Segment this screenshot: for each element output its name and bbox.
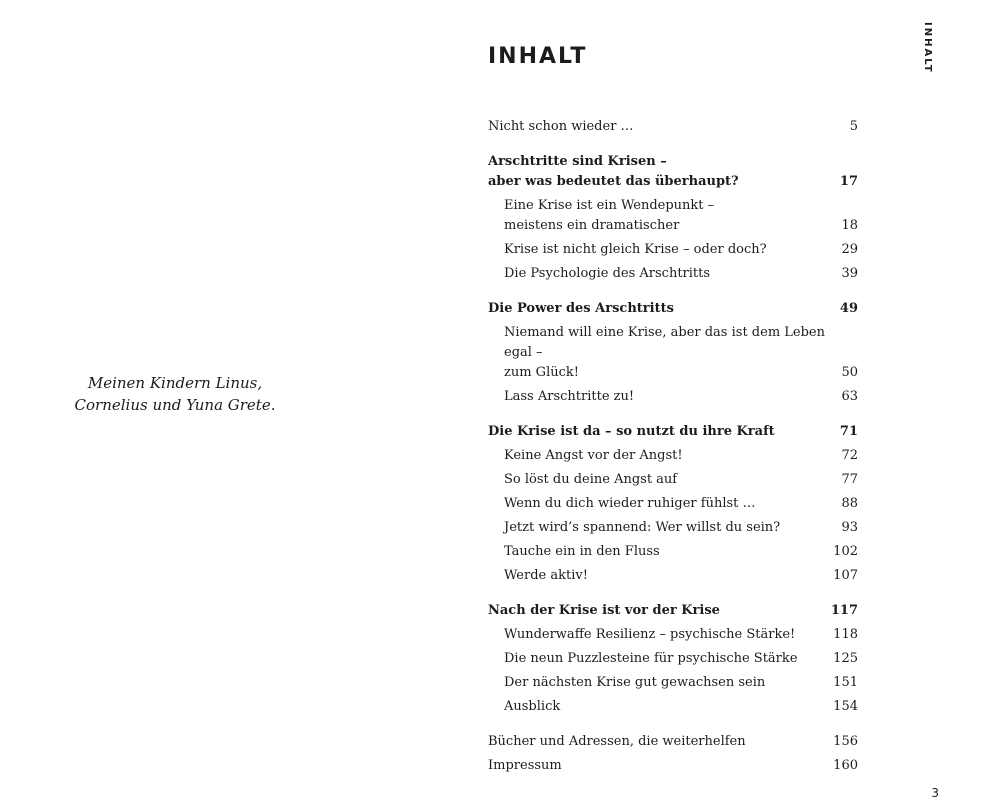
toc-entry-title <box>488 756 833 776</box>
toc-entry-page: 18 <box>841 218 858 233</box>
toc-entry-sub[interactable] <box>488 470 858 490</box>
toc-entry-sub[interactable] <box>488 518 858 538</box>
toc-entry-page: 49 <box>839 301 858 316</box>
toc-entry-page: 93 <box>841 520 858 535</box>
toc-entry-page: 29 <box>841 242 858 257</box>
toc-entry-sub[interactable] <box>488 264 858 284</box>
toc-entry-title <box>488 422 840 442</box>
dedication <box>40 372 310 416</box>
section-gap <box>488 590 858 601</box>
toc-entry-title-line: Werde aktiv! <box>504 568 588 583</box>
toc-entry-title <box>488 601 831 621</box>
toc-entry-title <box>504 518 841 538</box>
toc-entry-title-line: zum Glück! <box>504 365 579 380</box>
toc-entry-title <box>504 566 833 586</box>
toc-entry-title-line: Nicht schon wieder … <box>488 119 634 134</box>
toc-entry-page: 151 <box>833 675 858 690</box>
toc-entry-title-line: Nach der Krise ist vor der Krise <box>488 603 720 618</box>
toc-entry-title-line: Krise ist nicht gleich Krise – oder doch? <box>504 242 767 257</box>
toc-entry-title-line: Die neun Puzzlesteine für psychische Stärke <box>504 651 798 666</box>
toc-entry-title-line: Die Power des Arschtritts <box>488 301 674 316</box>
toc-entry-title-line: Wenn du dich wieder ruhiger fühlst … <box>504 496 756 511</box>
toc-entry-sub[interactable] <box>488 323 858 383</box>
toc-entry-title-line: Impressum <box>488 758 562 773</box>
toc-entry-title <box>504 387 841 407</box>
section-gap <box>488 141 858 152</box>
toc-entry-sub[interactable] <box>488 625 858 645</box>
toc-entry-title <box>504 494 841 514</box>
toc-entry-title <box>488 152 840 192</box>
toc-entry-title <box>504 323 841 383</box>
page-number: 3 <box>931 786 939 800</box>
toc-entry-title-line: Tauche ein in den Fluss <box>504 544 660 559</box>
toc-entry-title-line: Die Krise ist da – so nutzt du ihre Kraft <box>488 424 775 439</box>
toc-entry-page: 102 <box>833 544 858 559</box>
toc-entry-page: 118 <box>833 627 858 642</box>
toc-entry-title-line: Die Psychologie des Arschtritts <box>504 266 711 281</box>
toc-entry-sub[interactable] <box>488 446 858 466</box>
toc-entry-title <box>504 542 833 562</box>
toc-entry-page: 39 <box>841 266 858 281</box>
toc-entry-page: 117 <box>830 603 858 618</box>
dedication-line: Meinen Kindern Linus, <box>87 374 263 392</box>
toc-entry-page: 125 <box>833 651 858 666</box>
toc-entry-page: 71 <box>839 424 858 439</box>
table-of-contents <box>488 117 858 780</box>
toc-entry-back[interactable] <box>488 756 858 776</box>
toc-entry-chapter[interactable] <box>488 422 858 442</box>
dedication-line: Cornelius und Yuna Grete. <box>74 396 276 414</box>
toc-entry-sub[interactable] <box>488 240 858 260</box>
toc-entry-title-line: Niemand will eine Krise, aber das ist dem Leben egal – <box>504 325 825 360</box>
section-gap <box>488 288 858 299</box>
toc-entry-title-line: aber was bedeutet das überhaupt? <box>488 174 739 189</box>
toc-entry-page: 77 <box>841 472 858 487</box>
toc-entry-title <box>488 299 840 319</box>
toc-entry-back[interactable] <box>488 732 858 752</box>
toc-entry-title-line: Der nächsten Krise gut gewachsen sein <box>504 675 766 690</box>
toc-entry-title-line: meistens ein dramatischer <box>504 218 680 233</box>
toc-entry-page: 107 <box>833 568 858 583</box>
toc-entry-title <box>504 264 841 284</box>
toc-entry-title-line: Lass Arschtritte zu! <box>504 389 635 404</box>
toc-entry-sub[interactable] <box>488 542 858 562</box>
toc-entry-sub[interactable] <box>488 566 858 586</box>
toc-entry-front[interactable] <box>488 117 858 137</box>
toc-entry-title-line: Keine Angst vor der Angst! <box>504 448 683 463</box>
toc-entry-sub[interactable] <box>488 494 858 514</box>
toc-entry-page: 17 <box>839 174 858 189</box>
section-gap <box>488 721 858 732</box>
toc-entry-title <box>504 196 841 236</box>
toc-entry-chapter[interactable] <box>488 152 858 192</box>
toc-entry-title <box>504 470 841 490</box>
toc-entry-title-line: Bücher und Adressen, die weiterhelfen <box>488 734 746 749</box>
toc-entry-page: 160 <box>833 758 858 773</box>
toc-entry-title-line: So löst du deine Angst auf <box>504 472 678 487</box>
section-gap <box>488 411 858 422</box>
running-head: INHALT <box>922 22 933 74</box>
toc-entry-sub[interactable] <box>488 387 858 407</box>
toc-entry-title-line: Eine Krise ist ein Wendepunkt – <box>504 198 715 213</box>
toc-entry-page: 72 <box>841 448 858 463</box>
toc-entry-page: 156 <box>833 734 858 749</box>
toc-entry-chapter[interactable] <box>488 299 858 319</box>
toc-entry-title <box>488 117 850 137</box>
toc-entry-sub[interactable] <box>488 649 858 669</box>
toc-entry-title-line: Jetzt wird’s spannend: Wer willst du sein? <box>504 520 781 535</box>
toc-entry-title <box>504 673 833 693</box>
toc-entry-page: 50 <box>841 365 858 380</box>
toc-entry-title-line: Arschtritte sind Krisen – <box>488 154 667 169</box>
toc-entry-page: 5 <box>849 119 858 134</box>
toc-entry-title <box>504 446 841 466</box>
toc-entry-page: 63 <box>841 389 858 404</box>
toc-entry-page: 154 <box>833 699 858 714</box>
toc-entry-title <box>504 240 841 260</box>
toc-entry-title <box>504 625 833 645</box>
toc-entry-title-line: Wunderwaffe Resilienz – psychische Stärke! <box>504 627 796 642</box>
toc-entry-chapter[interactable] <box>488 601 858 621</box>
toc-entry-sub[interactable] <box>488 697 858 717</box>
toc-entry-title <box>504 649 833 669</box>
toc-entry-title-line: Ausblick <box>504 699 561 714</box>
toc-entry-title <box>488 732 833 752</box>
toc-entry-page: 88 <box>841 496 858 511</box>
toc-entry-title <box>504 697 833 717</box>
toc-entry-sub[interactable] <box>488 673 858 693</box>
toc-entry-sub[interactable] <box>488 196 858 236</box>
page-title: INHALT <box>488 44 588 69</box>
